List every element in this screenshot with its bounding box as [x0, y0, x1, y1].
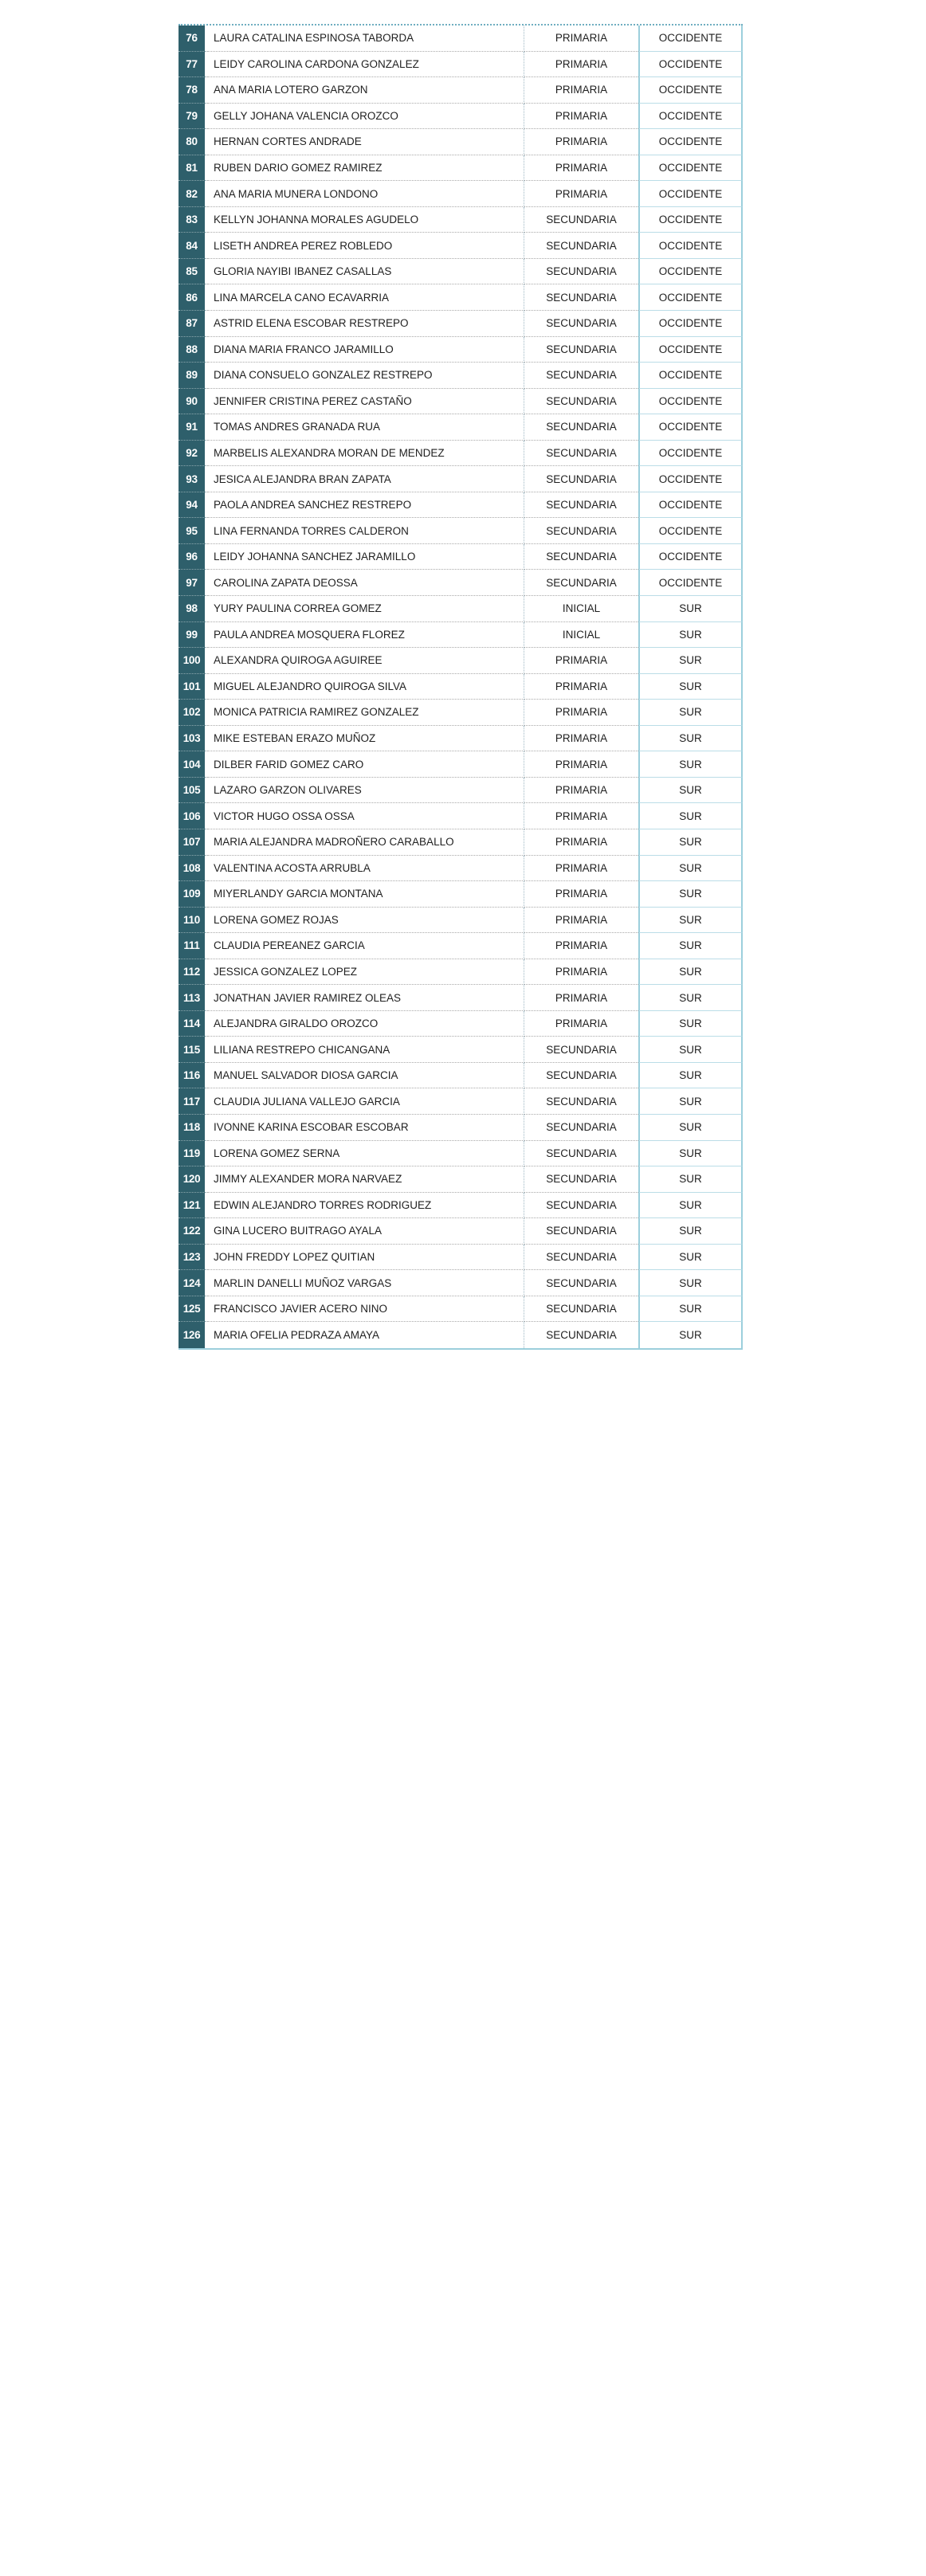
- zone-cell: SUR: [638, 1063, 743, 1089]
- teacher-name-cell: YURY PAULINA CORREA GOMEZ: [207, 596, 524, 622]
- level-cell: PRIMARIA: [524, 155, 638, 182]
- teacher-name-cell: MIGUEL ALEJANDRO QUIROGA SILVA: [207, 674, 524, 700]
- teacher-name-cell: MARIA OFELIA PEDRAZA AMAYA: [207, 1322, 524, 1348]
- table-row: [179, 1322, 743, 1348]
- row-number-cell: 125: [179, 1296, 207, 1323]
- level-cell: PRIMARIA: [524, 181, 638, 207]
- zone-cell: OCCIDENTE: [638, 259, 743, 285]
- zone-cell: SUR: [638, 674, 743, 700]
- table-row: [179, 363, 743, 389]
- level-cell: SECUNDARIA: [524, 1296, 638, 1323]
- zone-cell: OCCIDENTE: [638, 284, 743, 311]
- table-row: [179, 726, 743, 752]
- level-cell: SECUNDARIA: [524, 441, 638, 467]
- level-cell: SECUNDARIA: [524, 284, 638, 311]
- table-row: [179, 337, 743, 363]
- level-cell: PRIMARIA: [524, 881, 638, 908]
- zone-cell: SUR: [638, 959, 743, 986]
- teacher-name-cell: LINA FERNANDA TORRES CALDERON: [207, 518, 524, 544]
- level-cell: SECUNDARIA: [524, 389, 638, 415]
- level-cell: SECUNDARIA: [524, 466, 638, 492]
- zone-cell: OCCIDENTE: [638, 544, 743, 570]
- row-number-cell: 78: [179, 77, 207, 104]
- row-number-cell: 79: [179, 104, 207, 130]
- row-number-cell: 76: [179, 25, 207, 52]
- level-cell: SECUNDARIA: [524, 1166, 638, 1193]
- row-number-cell: 107: [179, 829, 207, 856]
- level-cell: SECUNDARIA: [524, 1245, 638, 1271]
- table-row: [179, 259, 743, 285]
- zone-cell: SUR: [638, 829, 743, 856]
- row-number-cell: 80: [179, 129, 207, 155]
- zone-cell: SUR: [638, 596, 743, 622]
- row-number-cell: 110: [179, 908, 207, 934]
- table-row: [179, 181, 743, 207]
- level-cell: PRIMARIA: [524, 959, 638, 986]
- row-number-cell: 120: [179, 1166, 207, 1193]
- teacher-name-cell: GELLY JOHANA VALENCIA OROZCO: [207, 104, 524, 130]
- teacher-name-cell: LEIDY JOHANNA SANCHEZ JARAMILLO: [207, 544, 524, 570]
- row-number-cell: 91: [179, 414, 207, 441]
- table-row: [179, 492, 743, 519]
- teacher-name-cell: VICTOR HUGO OSSA OSSA: [207, 803, 524, 829]
- row-number-cell: 116: [179, 1063, 207, 1089]
- teacher-name-cell: RUBEN DARIO GOMEZ RAMIREZ: [207, 155, 524, 182]
- teacher-name-cell: FRANCISCO JAVIER ACERO NINO: [207, 1296, 524, 1323]
- row-number-cell: 104: [179, 751, 207, 778]
- teacher-name-cell: ALEXANDRA QUIROGA AGUIREE: [207, 648, 524, 674]
- zone-cell: SUR: [638, 881, 743, 908]
- level-cell: PRIMARIA: [524, 726, 638, 752]
- teacher-name-cell: MONICA PATRICIA RAMIREZ GONZALEZ: [207, 700, 524, 726]
- zone-cell: SUR: [638, 648, 743, 674]
- teacher-name-cell: CLAUDIA JULIANA VALLEJO GARCIA: [207, 1088, 524, 1115]
- teacher-name-cell: DIANA CONSUELO GONZALEZ RESTREPO: [207, 363, 524, 389]
- table-row: [179, 129, 743, 155]
- table-row: [179, 648, 743, 674]
- level-cell: PRIMARIA: [524, 674, 638, 700]
- table-row: [179, 622, 743, 649]
- zone-cell: SUR: [638, 751, 743, 778]
- level-cell: SECUNDARIA: [524, 1141, 638, 1167]
- row-number-cell: 101: [179, 674, 207, 700]
- teacher-name-cell: JESSICA GONZALEZ LOPEZ: [207, 959, 524, 986]
- table-row: [179, 881, 743, 908]
- table-row: [179, 829, 743, 856]
- level-cell: SECUNDARIA: [524, 1037, 638, 1063]
- zone-cell: OCCIDENTE: [638, 492, 743, 519]
- row-number-cell: 84: [179, 233, 207, 259]
- zone-cell: SUR: [638, 1245, 743, 1271]
- table-row: [179, 674, 743, 700]
- row-number-cell: 119: [179, 1141, 207, 1167]
- teacher-name-cell: LORENA GOMEZ SERNA: [207, 1141, 524, 1167]
- teacher-name-cell: MARIA ALEJANDRA MADROÑERO CARABALLO: [207, 829, 524, 856]
- row-number-cell: 82: [179, 181, 207, 207]
- row-number-cell: 87: [179, 311, 207, 337]
- zone-cell: SUR: [638, 1218, 743, 1245]
- level-cell: SECUNDARIA: [524, 1218, 638, 1245]
- teacher-name-cell: JOHN FREDDY LOPEZ QUITIAN: [207, 1245, 524, 1271]
- zone-cell: OCCIDENTE: [638, 311, 743, 337]
- teacher-name-cell: DIANA MARIA FRANCO JARAMILLO: [207, 337, 524, 363]
- table-row: [179, 1166, 743, 1193]
- zone-cell: OCCIDENTE: [638, 233, 743, 259]
- teacher-roster-table: [179, 24, 743, 1350]
- row-number-cell: 100: [179, 648, 207, 674]
- table-row: [179, 544, 743, 570]
- row-number-cell: 92: [179, 441, 207, 467]
- teacher-name-cell: JIMMY ALEXANDER MORA NARVAEZ: [207, 1166, 524, 1193]
- table-row: [179, 751, 743, 778]
- level-cell: PRIMARIA: [524, 803, 638, 829]
- teacher-name-cell: LINA MARCELA CANO ECAVARRIA: [207, 284, 524, 311]
- row-number-cell: 118: [179, 1115, 207, 1141]
- level-cell: SECUNDARIA: [546, 1329, 617, 1342]
- teacher-name-cell: LISETH ANDREA PEREZ ROBLEDO: [207, 233, 524, 259]
- level-cell: PRIMARIA: [524, 104, 638, 130]
- zone-cell: OCCIDENTE: [638, 570, 743, 596]
- table-row: [179, 77, 743, 104]
- table-row: [179, 596, 743, 622]
- table-row: [179, 207, 743, 233]
- level-cell: PRIMARIA: [524, 751, 638, 778]
- zone-cell: OCCIDENTE: [638, 466, 743, 492]
- zone-cell: OCCIDENTE: [638, 389, 743, 415]
- zone-cell: SUR: [638, 778, 743, 804]
- zone-cell: SUR: [638, 908, 743, 934]
- row-number-cell: 113: [179, 985, 207, 1011]
- zone-cell: SUR: [638, 1141, 743, 1167]
- teacher-name-cell: EDWIN ALEJANDRO TORRES RODRIGUEZ: [207, 1193, 524, 1219]
- teacher-name-cell: MIKE ESTEBAN ERAZO MUÑOZ: [207, 726, 524, 752]
- zone-cell: SUR: [638, 985, 743, 1011]
- teacher-name-cell: KELLYN JOHANNA MORALES AGUDELO: [207, 207, 524, 233]
- level-cell: SECUNDARIA: [524, 1270, 638, 1296]
- table-row: [179, 414, 743, 441]
- row-number-cell: 121: [179, 1193, 207, 1219]
- table-row: [179, 1037, 743, 1063]
- zone-cell: OCCIDENTE: [638, 207, 743, 233]
- teacher-name-cell: MARLIN DANELLI MUÑOZ VARGAS: [207, 1270, 524, 1296]
- level-cell: SECUNDARIA: [524, 259, 638, 285]
- row-number-cell: 96: [179, 544, 207, 570]
- row-number-cell: 108: [179, 856, 207, 882]
- zone-cell: SUR: [638, 1037, 743, 1063]
- table-row: [179, 985, 743, 1011]
- level-cell: SECUNDARIA: [524, 311, 638, 337]
- zone-cell: OCCIDENTE: [638, 337, 743, 363]
- row-number-cell: 111: [179, 933, 207, 959]
- zone-cell: SUR: [638, 803, 743, 829]
- level-cell: PRIMARIA: [524, 1011, 638, 1037]
- teacher-name-cell: MIYERLANDY GARCIA MONTANA: [207, 881, 524, 908]
- row-number-cell: 117: [179, 1088, 207, 1115]
- zone-cell: OCCIDENTE: [638, 77, 743, 104]
- table-row: [179, 104, 743, 130]
- teacher-name-cell: CAROLINA ZAPATA DEOSSA: [207, 570, 524, 596]
- teacher-name-cell: LEIDY CAROLINA CARDONA GONZALEZ: [207, 52, 524, 78]
- row-number-cell: 123: [179, 1245, 207, 1271]
- row-number-cell: 83: [179, 207, 207, 233]
- table-row: [179, 570, 743, 596]
- teacher-name-cell: MANUEL SALVADOR DIOSA GARCIA: [207, 1063, 524, 1089]
- teacher-name-cell: ASTRID ELENA ESCOBAR RESTREPO: [207, 311, 524, 337]
- level-cell: SECUNDARIA: [524, 1088, 638, 1115]
- row-number-cell: 93: [179, 466, 207, 492]
- teacher-name-cell: DILBER FARID GOMEZ CARO: [207, 751, 524, 778]
- zone-cell: SUR: [638, 1115, 743, 1141]
- row-number-cell: 115: [179, 1037, 207, 1063]
- row-number-cell: 77: [179, 52, 207, 78]
- zone-cell: SUR: [638, 1166, 743, 1193]
- table-row: [179, 1115, 743, 1141]
- zone-cell: OCCIDENTE: [638, 518, 743, 544]
- table-row: [179, 1011, 743, 1037]
- zone-cell: SUR: [638, 1011, 743, 1037]
- table-row: [179, 959, 743, 986]
- row-number-cell: 114: [179, 1011, 207, 1037]
- table-row: [179, 25, 743, 52]
- table-row: [179, 1141, 743, 1167]
- table-row: [179, 778, 743, 804]
- level-cell: SECUNDARIA: [524, 544, 638, 570]
- row-number-cell: 105: [179, 778, 207, 804]
- row-number-cell: 112: [179, 959, 207, 986]
- teacher-name-cell: LORENA GOMEZ ROJAS: [207, 908, 524, 934]
- teacher-name-cell: ANA MARIA LOTERO GARZON: [207, 77, 524, 104]
- level-cell: PRIMARIA: [524, 648, 638, 674]
- teacher-name-cell: JENNIFER CRISTINA PEREZ CASTAÑO: [207, 389, 524, 415]
- row-number-cell: 98: [179, 596, 207, 622]
- row-number-cell: 88: [179, 337, 207, 363]
- row-number-cell: 89: [179, 363, 207, 389]
- table-row: [179, 1063, 743, 1089]
- zone-cell: SUR: [638, 856, 743, 882]
- row-number-cell: 126: [179, 1322, 207, 1348]
- teacher-name-cell: IVONNE KARINA ESCOBAR ESCOBAR: [207, 1115, 524, 1141]
- zone-cell: OCCIDENTE: [638, 25, 743, 52]
- zone-cell: SUR: [638, 1270, 743, 1296]
- teacher-name-cell: VALENTINA ACOSTA ARRUBLA: [207, 856, 524, 882]
- table-row: [179, 389, 743, 415]
- table-row: [179, 1270, 743, 1296]
- teacher-name-cell: GLORIA NAYIBI IBANEZ CASALLAS: [207, 259, 524, 285]
- level-cell: SECUNDARIA: [524, 492, 638, 519]
- level-cell: INICIAL: [524, 596, 638, 622]
- teacher-name-cell: CLAUDIA PEREANEZ GARCIA: [207, 933, 524, 959]
- zone-cell: OCCIDENTE: [638, 155, 743, 182]
- row-number-cell: 102: [179, 700, 207, 726]
- level-cell: SECUNDARIA: [524, 518, 638, 544]
- level-cell: PRIMARIA: [524, 856, 638, 882]
- zone-cell: OCCIDENTE: [638, 181, 743, 207]
- level-cell: SECUNDARIA: [524, 233, 638, 259]
- row-number-cell: 94: [179, 492, 207, 519]
- zone-cell: OCCIDENTE: [638, 104, 743, 130]
- zone-cell: OCCIDENTE: [638, 129, 743, 155]
- teacher-name-cell: JESICA ALEJANDRA BRAN ZAPATA: [207, 466, 524, 492]
- row-number-cell: 109: [179, 881, 207, 908]
- row-number-cell: 81: [179, 155, 207, 182]
- level-cell: PRIMARIA: [524, 25, 638, 52]
- level-cell: PRIMARIA: [524, 77, 638, 104]
- level-cell: PRIMARIA: [524, 52, 638, 78]
- row-number-cell: 97: [179, 570, 207, 596]
- teacher-name-cell: GINA LUCERO BUITRAGO AYALA: [207, 1218, 524, 1245]
- table-row: [179, 441, 743, 467]
- table-row: [179, 233, 743, 259]
- zone-cell: OCCIDENTE: [638, 441, 743, 467]
- teacher-name-cell: MARBELIS ALEXANDRA MORAN DE MENDEZ: [207, 441, 524, 467]
- table-row: [179, 311, 743, 337]
- teacher-name-cell: LAZARO GARZON OLIVARES: [207, 778, 524, 804]
- level-cell: PRIMARIA: [524, 985, 638, 1011]
- table-row: [179, 1245, 743, 1271]
- table-row: [179, 1193, 743, 1219]
- level-cell: SECUNDARIA: [524, 337, 638, 363]
- level-cell: SECUNDARIA: [524, 207, 638, 233]
- zone-cell: SUR: [638, 700, 743, 726]
- table-row: [179, 933, 743, 959]
- teacher-name-cell: TOMAS ANDRES GRANADA RUA: [207, 414, 524, 441]
- zone-cell: SUR: [638, 1088, 743, 1115]
- teacher-name-cell: LAURA CATALINA ESPINOSA TABORDA: [207, 25, 524, 52]
- level-cell: SECUNDARIA: [524, 1115, 638, 1141]
- table-row: [179, 1088, 743, 1115]
- level-cell: SECUNDARIA: [524, 414, 638, 441]
- zone-cell: SUR: [638, 1296, 743, 1323]
- teacher-name-cell: JONATHAN JAVIER RAMIREZ OLEAS: [207, 985, 524, 1011]
- level-cell: PRIMARIA: [524, 829, 638, 856]
- table-row: [179, 856, 743, 882]
- teacher-name-cell: PAOLA ANDREA SANCHEZ RESTREPO: [207, 492, 524, 519]
- level-cell: PRIMARIA: [524, 700, 638, 726]
- level-cell: SECUNDARIA: [524, 1193, 638, 1219]
- zone-cell: OCCIDENTE: [638, 52, 743, 78]
- table-row: [179, 466, 743, 492]
- zone-cell: SUR: [638, 622, 743, 649]
- table-row: [179, 803, 743, 829]
- table-row: [179, 908, 743, 934]
- level-cell: PRIMARIA: [524, 129, 638, 155]
- row-number-cell: 122: [179, 1218, 207, 1245]
- row-number-cell: 106: [179, 803, 207, 829]
- table-row: [179, 700, 743, 726]
- teacher-name-cell: ANA MARIA MUNERA LONDONO: [207, 181, 524, 207]
- zone-cell: OCCIDENTE: [638, 414, 743, 441]
- teacher-name-cell: ALEJANDRA GIRALDO OROZCO: [207, 1011, 524, 1037]
- table-row: [179, 284, 743, 311]
- zone-cell: SUR: [638, 1193, 743, 1219]
- row-number-cell: 103: [179, 726, 207, 752]
- row-number-cell: 85: [179, 259, 207, 285]
- teacher-name-cell: PAULA ANDREA MOSQUERA FLOREZ: [207, 622, 524, 649]
- row-number-cell: 86: [179, 284, 207, 311]
- level-cell: INICIAL: [524, 622, 638, 649]
- level-cell: SECUNDARIA: [524, 1063, 638, 1089]
- zone-cell: OCCIDENTE: [638, 363, 743, 389]
- table-row: [179, 518, 743, 544]
- zone-cell: SUR: [638, 726, 743, 752]
- teacher-name-cell: LILIANA RESTREPO CHICANGANA: [207, 1037, 524, 1063]
- level-cell: SECUNDARIA: [524, 363, 638, 389]
- row-number-cell: 99: [179, 622, 207, 649]
- level-cell: PRIMARIA: [524, 933, 638, 959]
- zone-cell: SUR: [638, 933, 743, 959]
- table-row: [179, 1218, 743, 1245]
- level-cell: SECUNDARIA: [524, 570, 638, 596]
- level-cell: PRIMARIA: [524, 778, 638, 804]
- table-row: [179, 1296, 743, 1323]
- row-number-cell: 95: [179, 518, 207, 544]
- row-number-cell: 90: [179, 389, 207, 415]
- row-number-cell: 124: [179, 1270, 207, 1296]
- teacher-name-cell: HERNAN CORTES ANDRADE: [207, 129, 524, 155]
- zone-cell: SUR: [638, 1322, 743, 1348]
- level-cell: PRIMARIA: [524, 908, 638, 934]
- table-row: [179, 155, 743, 182]
- table-row: [179, 52, 743, 78]
